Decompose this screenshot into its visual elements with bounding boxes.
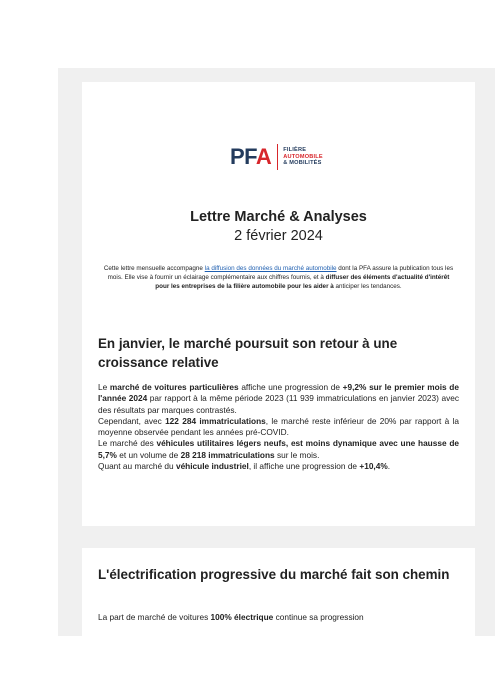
logo-card <box>82 82 475 215</box>
section-title: L'électrification progressive du marché fait son chemin <box>98 567 450 582</box>
section-body: La part de marché de voitures 100% électrique continue sa progression <box>98 612 364 622</box>
market-section <box>82 304 475 526</box>
section-body <box>98 382 459 472</box>
section-title: En janvier, le marché poursuit son retour à une croissance relative <box>98 336 398 370</box>
paragraph: Le marché des véhicules utilitaires légers neufs, est moins dynamique avec une hausse de 5,7% et un volume de 28 218 immatriculations sur le mois. <box>98 438 459 460</box>
newsletter-date: 2 février 2024 <box>234 228 323 244</box>
newsletter-title: Lettre Marché & Analyses <box>190 209 367 225</box>
electrification-section <box>82 548 475 636</box>
email-background <box>58 68 495 636</box>
market-data-link[interactable]: la diffusion des données du marché automobile <box>204 265 337 272</box>
logo-tagline: FILIÈRE AUTOMOBILE & MOBILITÉS <box>283 147 323 167</box>
intro-text: Cette lettre mensuelle accompagne la diffusion des données du marché automobile dont la PFA assure la publication tous les mois. Elle vise à fournir un éclairage complémentaire aux chiffres fournis, et à diffuser des éléments d'actualité d'intérêt pour les entreprises de la filière automobile pour les aider à anticiper les tendances. <box>103 265 454 291</box>
paragraph: Le marché de voitures particulières affiche une progression de +9,2% sur le premier mois de l'année 2024 par rapport à la même période 2023 (11 939 immatriculations en janvier 2023) avec des résultats par marques contrastés. <box>98 382 459 415</box>
paragraph: Quant au marché du véhicule industriel, il affiche une progression de +10,4%. <box>98 461 391 472</box>
logo-mark: PFA <box>230 144 272 169</box>
logo-divider <box>277 144 278 170</box>
pfa-logo <box>230 144 323 170</box>
paragraph: Cependant, avec 122 284 immatriculations, le marché reste inférieur de 20% par rapport à la moyenne observée pendant les années pré-COVID. <box>98 415 459 438</box>
